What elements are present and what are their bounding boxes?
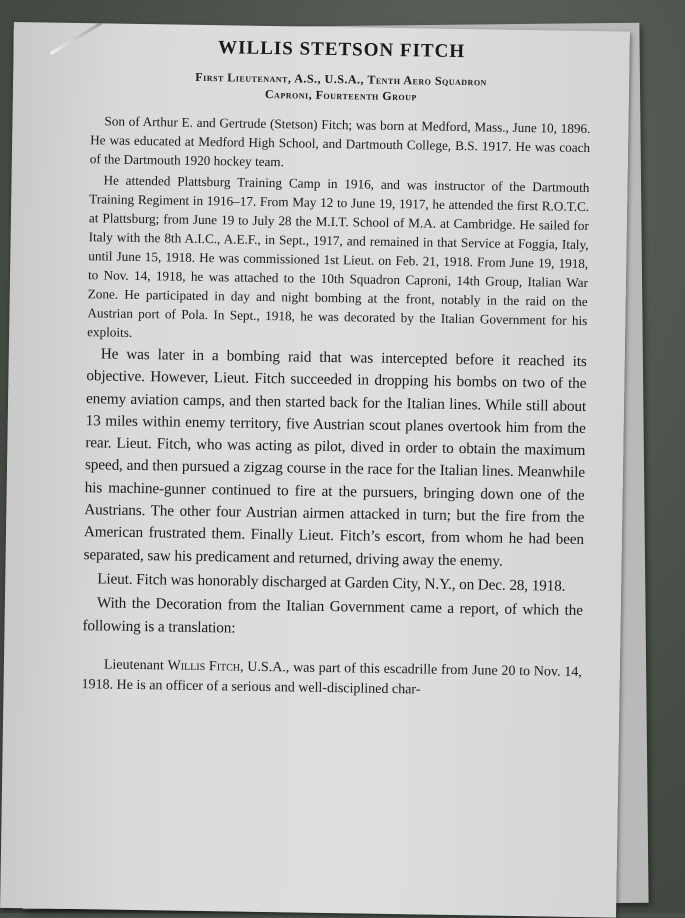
report-prefix: Lieutenant — [103, 657, 168, 674]
page-title: WILLIS STETSON FITCH — [217, 37, 466, 63]
report-text: , U.S.A., was part of this escadrille from June 20 to Nov. 14, 1918. He is an officer of a serious and well-disciplined char- — [81, 659, 582, 698]
paragraph-discharge: Lieut. Fitch was honorably discharged at Garden City, N.Y., on Dec. 28, 1918. — [97, 570, 566, 595]
report-translation — [81, 655, 582, 703]
subtitle-rank: First Lieutenant, A.S., U.S.A., Tenth Aero Squadron — [195, 69, 488, 89]
paragraph-raid: He was later in a bombing raid that was intercepted before it reached its objective. However, Lieut. Fitch succeeded in dropping his bombs on two of the enemy aviation camps, and then started back for the Italian lines. While still about 13 miles within enemy territory, five Austrian scout planes overtook him from the rear. Lieut. Fitch, who was acting as pilot, dived in order to obtain the maximum speed, and then pursued a zigzag course in the race for the Italian lines. Meanwhile his machine-gunner continued to fire at the pursuers, bringing down one of the Austrians. The other four Austrian airmen attacked in turn; but the fire from the American frustrated them. Finally Lieut. Fitch’s escort, from whom he had been separated, saw his predicament and returned, driving away the enemy. — [83, 345, 587, 570]
subtitle-unit: Caproni, Fourteenth Group — [264, 86, 417, 104]
report-name: Willis Fitch — [167, 658, 241, 675]
document-page — [0, 22, 630, 918]
paragraph-biography: Son of Arthur E. and Gertrude (Stetson) Fitch; was born at Medford, Mass., June 10, 1896. He was educated at Medford High School, and Dartmouth College, B.S. 1917. He was coach of the Dartmouth 1920 hockey team. — [89, 113, 591, 170]
paragraph-service: He attended Plattsburg Training Camp in 1916, and was instructor of the Dartmouth Training Regiment in 1916–17. From May 12 to June 19, 1917, he attended the first R.O.T.C. at Plattsburg; from June 19 to July 28 the M.I.T. School of M.A. at Cambridge. He sailed for Italy with the 8th A.I.C., A.E.F., in Sept., 1917, and remained in that Service at Foggia, Italy, until June 15, 1918. He was commissioned 1st Lieut. on Feb. 21, 1918. From June 19, 1918, to Nov. 14, 1918, he was attached to the 10th Squadron Caproni, 14th Group, Italian War Zone. He participated in day and night bombing at the front, notably in the raid on the Austrian port of Pola. In Sept., 1918, he was decorated by the Italian Government for his exploits. — [87, 172, 590, 340]
paragraph-decoration: With the Decoration from the Italian Government came a report, of which the following is a translation: — [82, 594, 583, 637]
page-text — [81, 35, 591, 703]
